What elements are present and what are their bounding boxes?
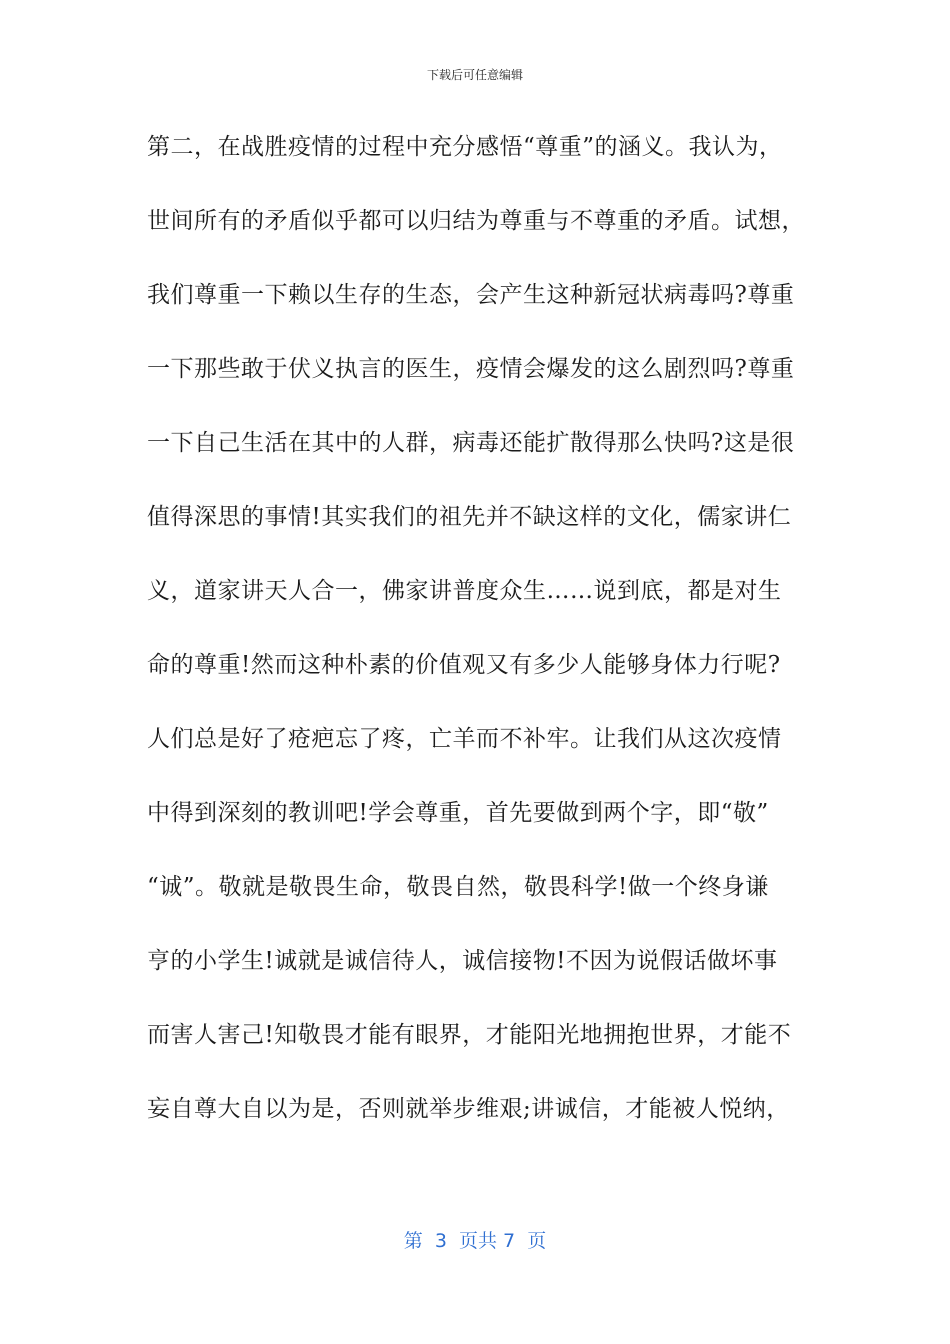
body-line-1: 第二，在战胜疫情的过程中充分感悟“尊重”的涵义。我认为， [147,134,783,160]
body-line-3: 我们尊重一下赖以生存的生态，会产生这种新冠状病毒吗?尊重 [147,282,795,308]
body-line-2: 世间所有的矛盾似乎都可以归结为尊重与不尊重的矛盾。试想， [147,208,805,234]
body-line-9: 人们总是好了疮疤忘了疼，亡羊而不补牢。让我们从这次疫情 [147,726,782,752]
body-line-11: “诚”。敬就是敬畏生命，敬畏自然，敬畏科学!做一个终身谦 [147,874,769,900]
body-line-5: 一下自己生活在其中的人群，病毒还能扩散得那么快吗?这是很 [147,430,795,456]
body-line-7: 义，道家讲天人合一，佛家讲普度众生……说到底，都是对生 [147,578,782,604]
body-line-13: 而害人害己!知敬畏才能有眼界，才能阳光地拥抱世界，才能不 [147,1022,792,1048]
body-line-8: 命的尊重!然而这种朴素的价值观又有多少人能够身体力行呢? [147,652,781,678]
page-number-footer: 第 3 页共 7 页 [403,1230,547,1252]
header-note: 下载后可任意编辑 [426,68,523,82]
document-body [147,125,807,1161]
body-line-14: 妄自尊大自以为是，否则就举步维艰;讲诚信，才能被人悦纳， [147,1096,790,1122]
body-line-4: 一下那些敢于伏义执言的医生，疫情会爆发的这么剧烈吗?尊重 [147,356,795,382]
body-line-6: 值得深思的事情!其实我们的祖先并不缺这样的文化，儒家讲仁 [147,504,792,530]
body-line-10: 中得到深刻的教训吧!学会尊重，首先要做到两个字，即“敬” [147,800,769,826]
body-line-12: 亨的小学生!诚就是诚信待人，诚信接物!不因为说假话做坏事 [147,948,778,974]
